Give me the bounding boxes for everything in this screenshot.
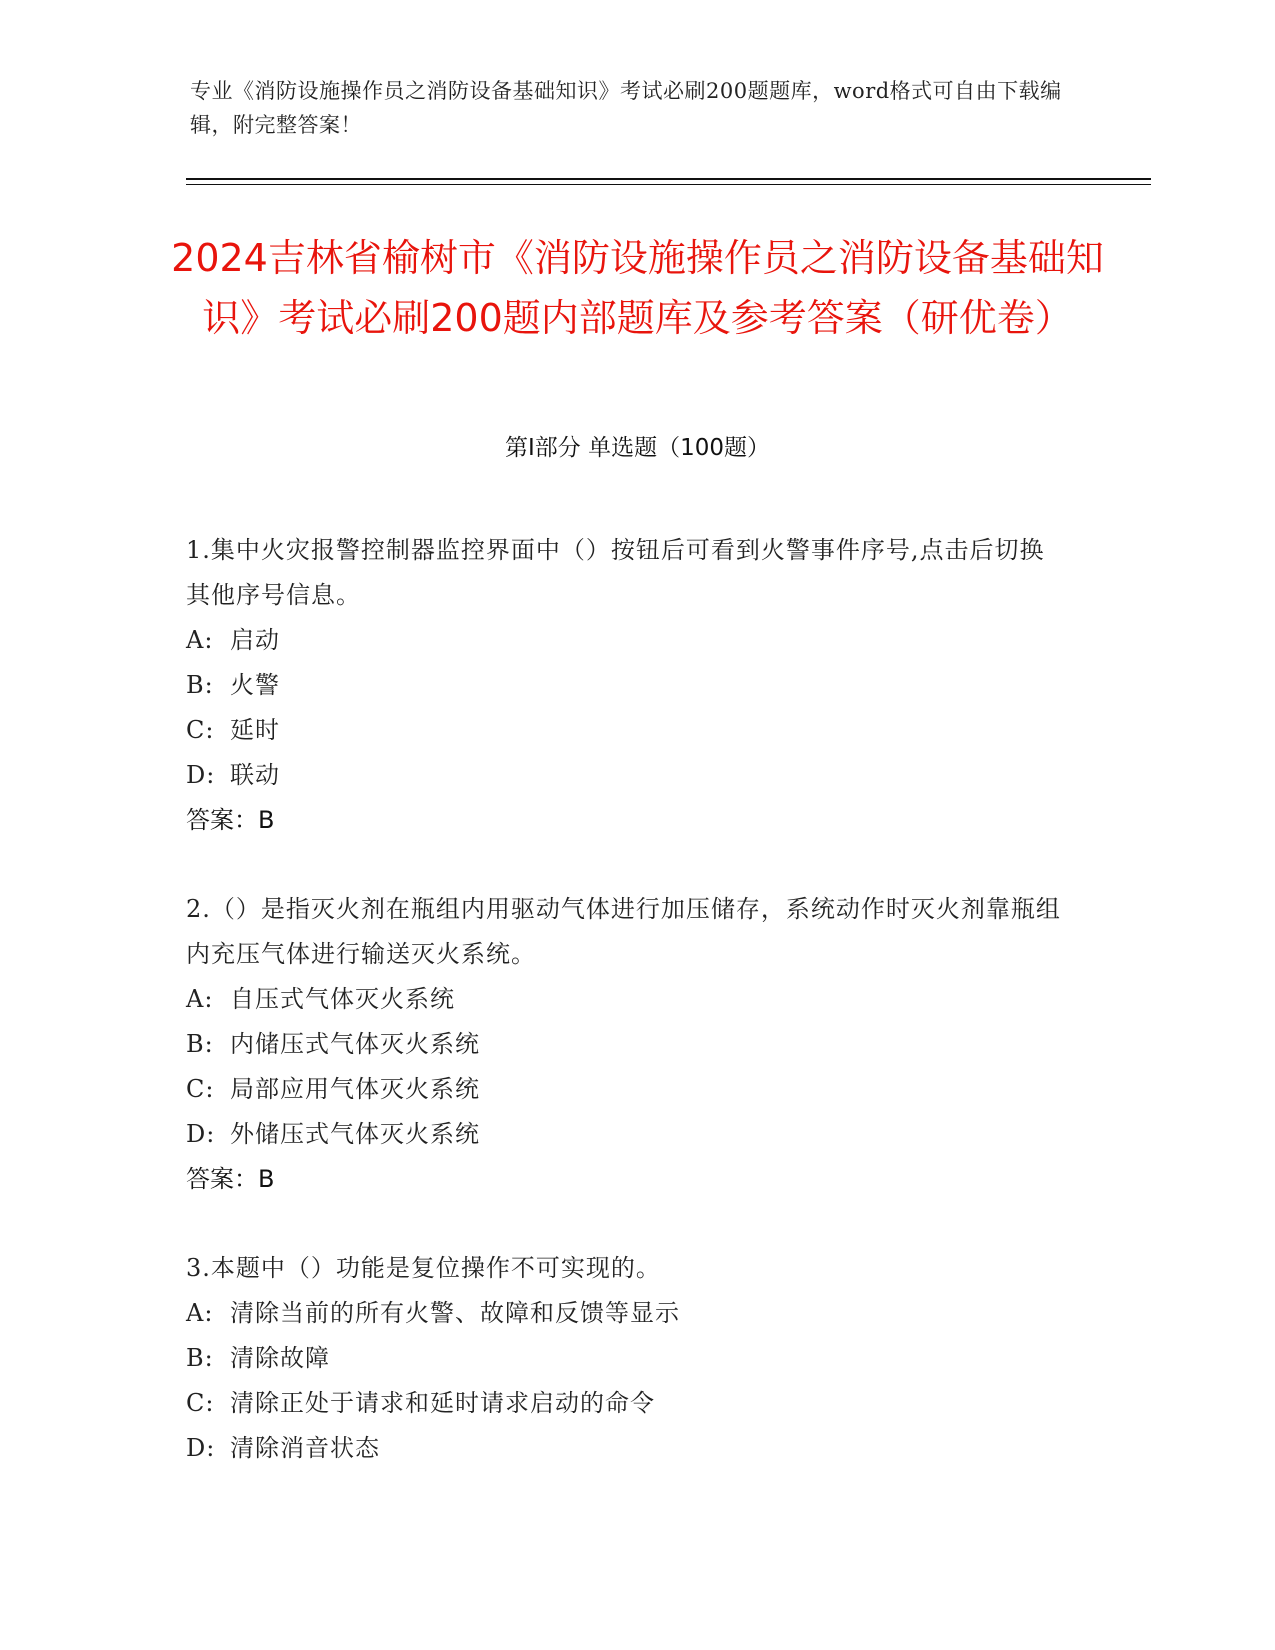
option-b bbox=[186, 1336, 1066, 1381]
question-item bbox=[186, 887, 1066, 1202]
option-c bbox=[186, 708, 1066, 753]
option-a bbox=[186, 977, 1066, 1022]
option-d bbox=[186, 1426, 1066, 1471]
option-a bbox=[186, 618, 1066, 663]
option-key: B: bbox=[186, 1344, 214, 1372]
option-text: 局部应用气体灭火系统 bbox=[230, 1075, 480, 1103]
option-text: 清除消音状态 bbox=[230, 1434, 380, 1462]
option-text: 内储压式气体灭火系统 bbox=[230, 1030, 480, 1058]
option-key: C: bbox=[186, 1075, 215, 1103]
option-key: D: bbox=[186, 1434, 216, 1462]
option-text: 外储压式气体灭火系统 bbox=[230, 1120, 480, 1148]
option-d bbox=[186, 753, 1066, 798]
question-item bbox=[186, 1246, 1066, 1471]
option-d bbox=[186, 1112, 1066, 1157]
section-heading: 第Ⅰ部分 单选题（100题） bbox=[505, 435, 770, 461]
option-key: A: bbox=[186, 1299, 214, 1327]
option-text: 火警 bbox=[230, 671, 280, 699]
option-key: D: bbox=[186, 761, 216, 789]
option-c bbox=[186, 1381, 1066, 1426]
question-stem: 1.集中火灾报警控制器监控界面中（）按钮后可看到火警事件序号,点击后切换其他序号信息。 bbox=[186, 536, 1045, 609]
question-item bbox=[186, 528, 1066, 843]
option-text: 启动 bbox=[230, 626, 280, 654]
header-rule-thick bbox=[186, 178, 1151, 180]
option-text: 联动 bbox=[230, 761, 280, 789]
option-key: C: bbox=[186, 716, 215, 744]
question-stem: 2.（）是指灭火剂在瓶组内用驱动气体进行加压储存，系统动作时灭火剂靠瓶组内充压气体进行输送灭火系统。 bbox=[186, 895, 1061, 968]
question-stem: 3.本题中（）功能是复位操作不可实现的。 bbox=[186, 1254, 661, 1282]
question-list bbox=[186, 528, 1066, 1515]
option-c bbox=[186, 1067, 1066, 1112]
option-key: A: bbox=[186, 985, 214, 1013]
header-note: 专业《消防设施操作员之消防设备基础知识》考试必刷200题题库，word格式可自由下载编辑，附完整答案！ bbox=[190, 79, 1062, 137]
option-b bbox=[186, 1022, 1066, 1067]
option-text: 清除故障 bbox=[230, 1344, 330, 1372]
document-title: 2024吉林省榆树市《消防设施操作员之消防设备基础知识》考试必刷200题内部题库及参考答案（研优卷） bbox=[171, 236, 1104, 340]
option-key: C: bbox=[186, 1389, 215, 1417]
option-b bbox=[186, 663, 1066, 708]
header-rule-thin bbox=[186, 184, 1151, 185]
option-text: 清除当前的所有火警、故障和反馈等显示 bbox=[230, 1299, 680, 1327]
option-key: B: bbox=[186, 1030, 214, 1058]
answer-line: 答案：B bbox=[186, 1165, 275, 1193]
option-a bbox=[186, 1291, 1066, 1336]
answer-line: 答案：B bbox=[186, 806, 275, 834]
option-key: A: bbox=[186, 626, 214, 654]
option-text: 清除正处于请求和延时请求启动的命令 bbox=[230, 1389, 655, 1417]
option-key: B: bbox=[186, 671, 214, 699]
option-text: 自压式气体灭火系统 bbox=[230, 985, 455, 1013]
option-text: 延时 bbox=[230, 716, 280, 744]
option-key: D: bbox=[186, 1120, 216, 1148]
